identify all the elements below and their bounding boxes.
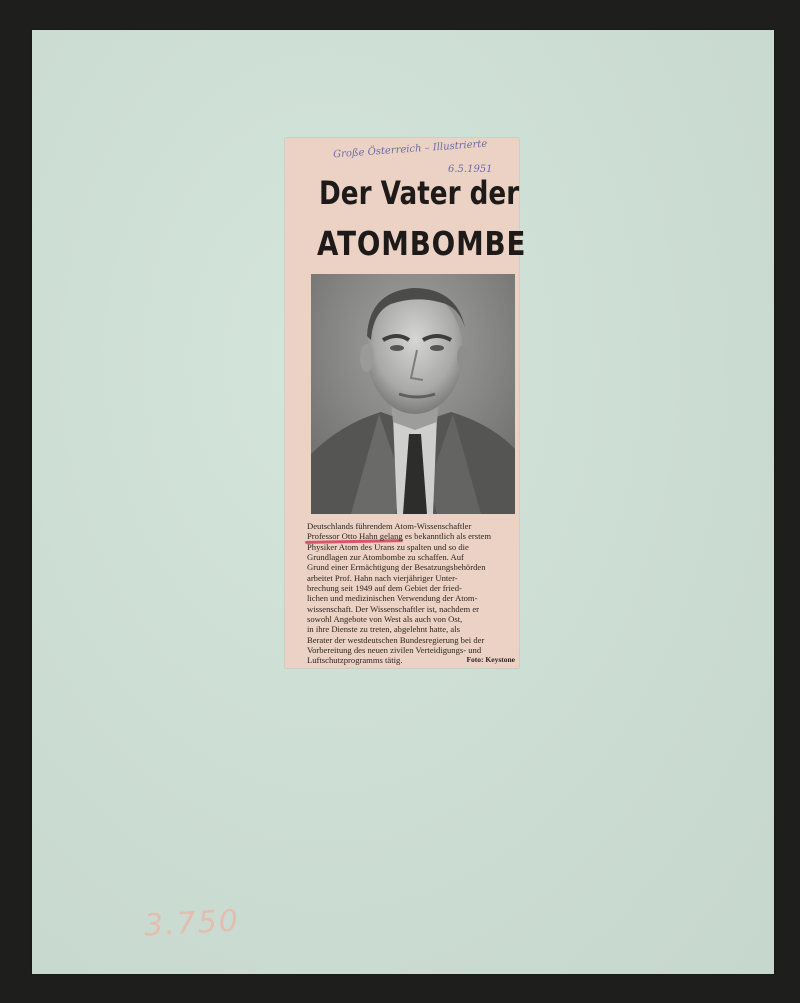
- caption-line: Professor Otto Hahn gelang es bekanntlich als erstem: [307, 531, 492, 542]
- caption-line: Vorbereitung des neuen zivilen Verteidigungs- und: [307, 645, 482, 656]
- caption-line: in ihre Dienste zu treten, abgelehnt hatte, als: [307, 624, 460, 635]
- handwritten-date: 6.5.1951: [448, 164, 493, 175]
- newspaper-clipping: [285, 138, 527, 668]
- caption-last-line: [307, 655, 515, 665]
- caption-line: brechung seit 1949 auf dem Gebiet der fried-: [307, 583, 462, 594]
- caption-line: Physiker Atom des Urans zu spalten und so die: [307, 541, 469, 552]
- portrait-image: [311, 274, 515, 514]
- caption-line: arbeitet Prof. Hahn nach vierjähriger Unter-: [307, 572, 458, 583]
- caption-line: lichen und medizinischen Verwendung der Atom-: [307, 593, 478, 604]
- caption-line: Luftschutzprogramms tätig.: [307, 655, 403, 666]
- caption-line: sowohl Angebote von West als auch von Ost,: [307, 614, 463, 625]
- caption-line: Deutschlands führendem Atom-Wissenschaftler: [307, 521, 472, 531]
- headline-line-2: ATOMBOMBE: [317, 224, 527, 263]
- caption-text: [307, 521, 515, 666]
- headline-line-1: Der Vater der: [319, 174, 520, 212]
- handwritten-source: Große Österreich – Illustrierte: [332, 138, 488, 161]
- portrait-photo: [311, 274, 515, 514]
- caption-line: Grundlagen zur Atombombe zu schaffen. Auf: [307, 552, 464, 563]
- caption-line: Grund einer Ermächtigung der Besatzungsbehörden: [307, 562, 486, 573]
- photo-credit: Foto: Keystone: [466, 655, 515, 665]
- caption-line: Berater der westdeutschen Bundesregierung bei der: [307, 634, 485, 645]
- archive-number: 3.750: [143, 903, 241, 944]
- mounting-board: [32, 30, 774, 974]
- caption-line: wissenschaft. Der Wissenschaftler ist, nachdem er: [307, 603, 480, 614]
